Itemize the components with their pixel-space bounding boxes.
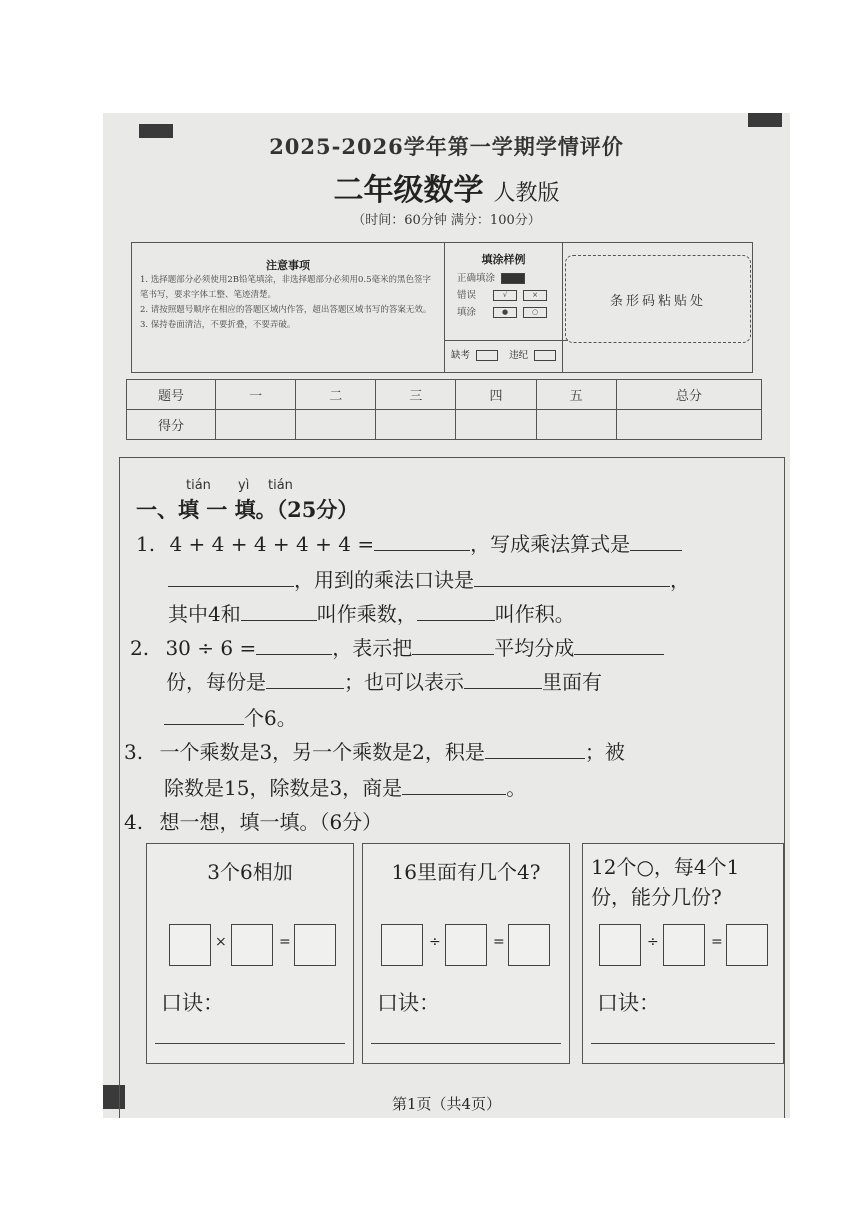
q3-text-c: 除数是15，除数是3，商是 [164,776,403,800]
corner-mark-top-right [748,113,782,127]
score-cell[interactable] [376,410,456,440]
q2-blank-each[interactable] [266,670,344,689]
q1-number: 1. [136,532,156,556]
question-3-line-1 [124,736,625,765]
notice-section [132,243,445,372]
q2-text-a: 30 ÷ 6 = [165,636,257,660]
score-table [126,379,762,440]
score-cell[interactable] [616,410,761,440]
pinyin-2: yì [238,478,250,493]
edition-label: 人教版 [493,181,560,206]
q3-text-d: 。 [506,776,527,800]
question-1-line-2 [168,564,690,593]
q4-box-2-answer-2[interactable] [445,924,487,966]
notice-title: 注意事项 [266,259,310,272]
barcode-label: 条形码粘贴处 [609,294,706,309]
notice-item-3: 3. 保持卷面清洁，不要折叠，不要弄破。 [140,320,296,330]
q4-title-text: 想一想，填一填。（6分） [159,810,383,834]
q4-box-1-answer-2[interactable] [231,924,273,966]
q4-box-3 [582,843,784,1064]
question-3-line-2 [164,772,526,801]
question-4-title [124,806,382,835]
absent-label: 缺考 [451,350,471,361]
sample-wrong-row [457,287,562,301]
q2-blank-total[interactable] [412,636,494,655]
divide-icon: ÷ [429,934,441,950]
absent-row [445,340,568,361]
q4-box-1-prompt: 3个6相加 [207,860,293,884]
q3-text-b: ；被 [584,740,625,764]
q3-text-a: 一个乘数是3，另一个乘数是2，积是 [159,740,485,764]
divide-icon: ÷ [647,934,659,950]
sample-wrong-label-1: 错误 [457,290,477,301]
q2-blank-quotient[interactable] [256,636,332,655]
q1-blank-rhyme[interactable] [474,568,670,587]
pinyin-3: tián [268,478,293,493]
score-row-label: 得分 [127,410,216,440]
circle-mark-icon: ○ [523,307,547,318]
q2-number: 2. [130,636,150,660]
sample-correct-row [457,270,562,284]
q2-blank-number[interactable] [464,670,542,689]
q4-box-2-answer-1[interactable] [381,924,423,966]
q4-box-2-rhyme-line[interactable] [371,1043,561,1044]
question-2-line-1 [130,632,664,661]
q4-box-1-rhyme-line[interactable] [155,1043,345,1044]
q4-box-1-answer-1[interactable] [169,924,211,966]
q3-number: 3. [124,740,144,764]
filled-sample-icon [501,273,525,284]
q2-text-d: 份，每份是 [166,670,266,694]
q1-blank-sum[interactable] [374,532,470,551]
q1-text-d: ， [670,568,690,592]
violation-label: 违纪 [509,350,529,361]
cross-mark-icon: × [523,290,547,301]
equals-icon: = [493,934,505,950]
q1-text-a: 4 + 4 + 4 + 4 + 4 = [169,532,375,556]
score-header-cell: 四 [456,380,536,410]
sample-title: 填涂样例 [481,253,526,266]
sample-wrong-label-2: 填涂 [457,307,477,318]
q4-box-1-answer-3[interactable] [294,924,336,966]
question-2-line-3 [164,702,297,731]
q4-box-3-answer-3[interactable] [726,924,768,966]
subject-name: 二年级数学 [333,173,484,208]
q4-box-3-prompt-line-2: 份，能分几份? [591,885,722,909]
q4-box-2 [362,843,570,1064]
q4-box-3-prompt-line-1: 12个○，每4个1 [591,855,740,879]
pinyin-1: tián [186,478,211,493]
q2-text-b: ，表示把 [332,636,413,660]
q1-blank-expr-cont[interactable] [168,568,294,587]
score-table-score-row [127,410,762,440]
score-header-cell: 题号 [127,380,216,410]
q1-blank-product[interactable] [417,602,495,621]
q4-box-3-answer-2[interactable] [663,924,705,966]
q1-blank-expr[interactable] [630,532,682,551]
q2-blank-parts[interactable] [574,636,664,655]
score-cell[interactable] [456,410,536,440]
score-header-cell: 三 [376,380,456,410]
q1-text-f: 叫作乘数， [316,602,417,626]
score-cell[interactable] [296,410,376,440]
exam-paper [103,113,790,1118]
q3-blank-product[interactable] [485,740,585,759]
subject-title [103,165,790,209]
q1-blank-factor[interactable] [241,602,317,621]
score-cell[interactable] [536,410,616,440]
score-header-cell: 总分 [616,380,761,410]
q4-box-2-rhyme-label: 口诀： [377,991,440,1015]
violation-checkbox[interactable] [534,350,556,361]
score-header-cell: 五 [536,380,616,410]
q4-box-1-rhyme-label: 口诀： [161,991,224,1015]
equals-icon: = [279,934,291,950]
q4-box-2-prompt: 16里面有几个4? [391,860,541,884]
page-footer: 第1页（共4页） [391,1095,502,1113]
score-header-cell: 一 [216,380,296,410]
score-cell[interactable] [216,410,296,440]
notice-item-2: 2. 请按照题号顺序在相应的答题区域内作答，超出答题区域书写的答案无效。 [140,305,432,315]
exam-title: 2025-2026学年第一学期学情评价 [269,134,624,159]
barcode-area [565,255,751,343]
question-2-line-2 [166,666,602,695]
q2-text-f: 里面有 [542,670,602,694]
q4-box-3-answer-1[interactable] [599,924,641,966]
q4-box-3-prompt [591,852,783,912]
sample-wrong-row-2 [457,304,562,318]
sample-correct-label: 正确填涂 [457,273,496,284]
equals-icon: = [711,934,723,950]
q1-text-g: 叫作积。 [494,602,575,626]
q1-text-c: ，用到的乘法口诀是 [294,568,474,592]
score-header-cell: 二 [296,380,376,410]
q2-text-e: ；也可以表示 [344,670,464,694]
q2-text-c: 平均分成 [494,636,575,660]
check-mark-icon: √ [493,290,517,301]
times-icon: × [215,934,227,950]
q2-blank-count[interactable] [164,706,244,725]
section-title: 一、填 一 填。（25分） [136,497,359,522]
q4-box-3-rhyme-label: 口诀： [597,991,660,1015]
q4-box-1 [146,843,354,1064]
q1-text-e: 其中4和 [168,602,241,626]
dot-mark-icon: ● [493,307,517,318]
absent-checkbox[interactable] [476,350,498,361]
question-1-line-3 [168,598,575,627]
fill-sample-section [445,243,563,372]
notice-item-1: 1. 选择题部分必须使用2B铅笔填涂，非选择题部分必须用0.5毫米的黑色签字笔书写，要求字体工整、笔迹清楚。 [140,275,431,300]
q3-blank-quotient[interactable] [402,776,506,795]
notice-box [131,242,753,373]
question-1-line-1 [136,528,682,557]
q4-box-2-answer-3[interactable] [508,924,550,966]
q1-text-b: ，写成乘法算式是 [470,532,631,556]
score-table-header-row [127,380,762,410]
q4-number: 4. [124,810,144,834]
exam-info: （时间：60分钟 满分：100分） [352,213,541,228]
section-one-box [119,457,785,1118]
q2-text-g: 个6。 [244,706,297,730]
q4-box-3-rhyme-line[interactable] [591,1043,775,1044]
